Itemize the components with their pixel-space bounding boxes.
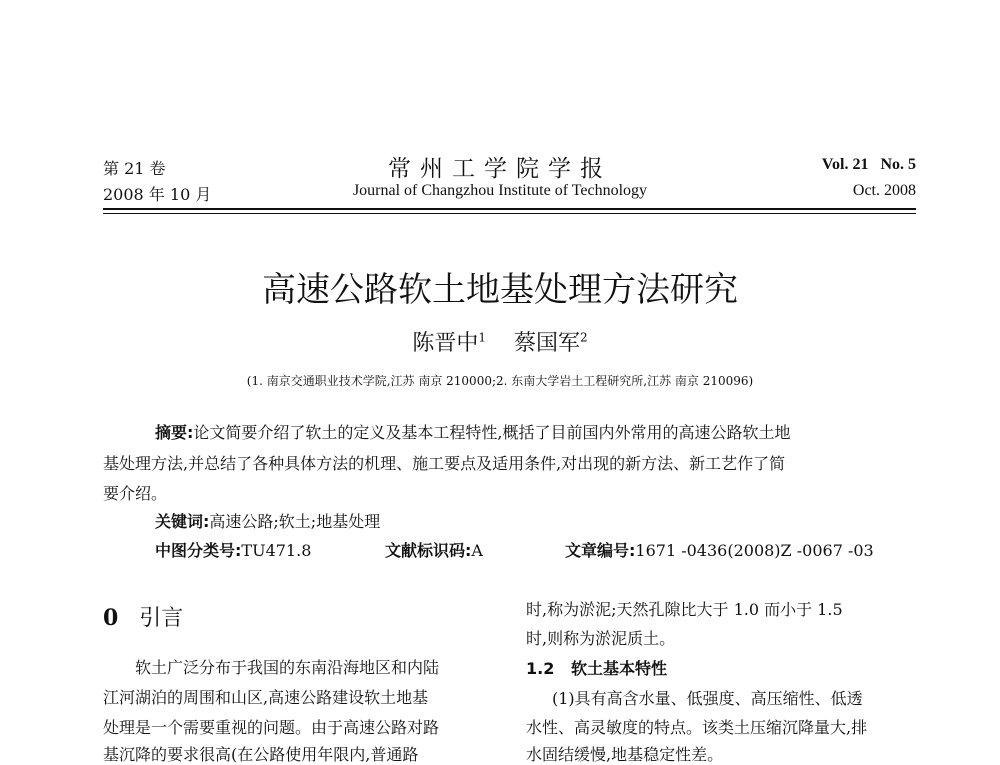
authors — [0, 326, 1000, 357]
section-number: 0 — [103, 605, 119, 631]
abstract-label: 摘要: — [155, 423, 194, 442]
header-rule-bottom — [103, 213, 916, 214]
article-number-value: 1671 -0436(2008)Z -0067 -03 — [635, 541, 874, 560]
right-line-1: 时,称为淤泥;天然孔隙比大于 1.0 而小于 1.5 — [526, 600, 843, 619]
subsection-1-2-heading: 1.2 软土基本特性 — [526, 659, 668, 678]
right-line-5: 水固结缓慢,地基稳定性差。 — [526, 745, 724, 764]
clc-label: 中图分类号: — [155, 541, 242, 560]
right-line-2: 时,则称为淤泥质土。 — [526, 629, 676, 648]
article-title: 高速公路软土地基处理方法研究 — [262, 270, 738, 310]
document-code-label: 文献标识码: — [385, 541, 472, 560]
right-line-4: 水性、高灵敏度的特点。该类土压缩沉降量大,排 — [526, 718, 868, 737]
abstract-line-1 — [155, 420, 791, 443]
author-2-affiliation-mark: 2 — [580, 330, 588, 345]
author-2: 蔡国军 — [513, 331, 580, 356]
abstract-line-2: 基处理方法,并总结了各种具体方法的机理、施工要点及适用条件,对出现的新方法、新工艺作了简 — [103, 454, 786, 473]
keywords — [155, 509, 380, 532]
affiliations: (1. 南京交通职业技术学院,江苏 南京 210000;2. 东南大学岩土工程研究所,江苏 南京 210096) — [246, 374, 754, 388]
author-1: 陈晋中 — [412, 331, 479, 356]
section-title: 引言 — [139, 606, 184, 631]
volume-en: Vol. 21 No. 5 — [821, 156, 916, 173]
document-code-value: A — [471, 541, 483, 560]
abstract-text-1: 论文简要介绍了软土的定义及基本工程特性,概括了目前国内外常用的高速公路软土地 — [193, 423, 791, 442]
article-number — [565, 538, 874, 561]
header-rule-top — [103, 208, 916, 210]
journal-title-en: Journal of Changzhou Institute of Technology — [352, 182, 648, 199]
document-code — [385, 538, 483, 561]
author-1-affiliation-mark: 1 — [478, 330, 486, 345]
intro-line-1: 软土广泛分布于我国的东南沿海地区和内陆 — [135, 658, 440, 677]
right-line-3: (1)具有高含水量、低强度、高压缩性、低透 — [552, 689, 863, 708]
date-cn: 2008 年 10 月 — [103, 185, 212, 204]
intro-line-4: 基沉降的要求很高(在公路使用年限内,普通路 — [103, 745, 419, 764]
clc-value: TU471.8 — [241, 541, 312, 560]
intro-line-3: 处理是一个需要重视的问题。由于高速公路对路 — [103, 718, 440, 737]
clc-number — [155, 538, 311, 561]
abstract-line-3: 要介绍。 — [103, 484, 168, 503]
journal-title-cn: 常州工学院学报 — [388, 156, 612, 182]
keywords-label: 关键词: — [155, 512, 210, 531]
article-number-label: 文章编号: — [565, 541, 636, 560]
intro-line-2: 江河湖泊的周围和山区,高速公路建设软土地基 — [103, 688, 429, 707]
keywords-text: 高速公路;软土;地基处理 — [209, 512, 381, 531]
date-en: Oct. 2008 — [852, 182, 916, 199]
section-0-heading — [103, 601, 183, 632]
volume-cn: 第 21 卷 — [103, 159, 166, 178]
